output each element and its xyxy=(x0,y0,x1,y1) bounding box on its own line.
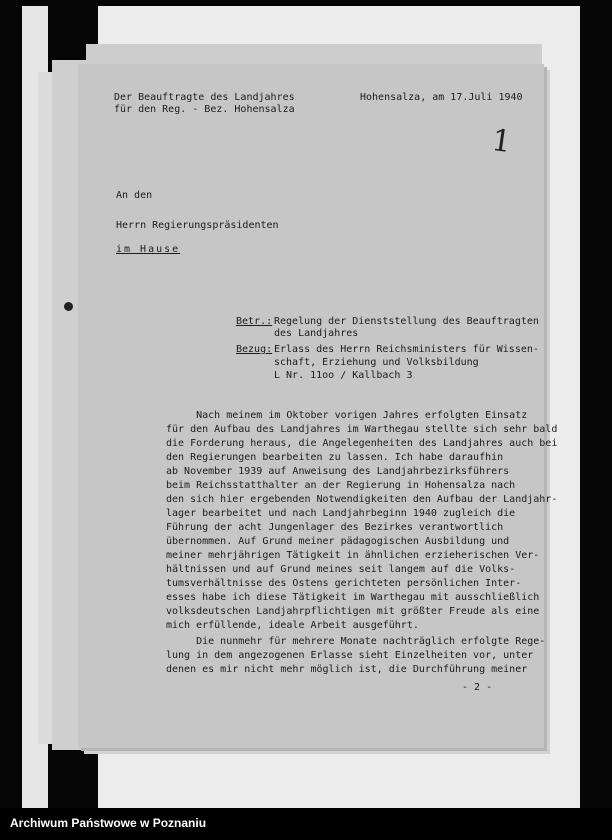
sender-line-2: für den Reg. - Bez. Hohensalza xyxy=(114,104,295,115)
address-recipient: Herrn Regierungspräsidenten xyxy=(116,220,279,231)
subject-line-1: Regelung der Dienststellung des Beauftragten xyxy=(274,316,539,327)
archive-caption: Archiwum Państwowe w Poznaniu xyxy=(0,808,612,840)
body-line: Die nunmehr für mehrere Monate nachträglich erfolgte Rege- xyxy=(166,636,546,647)
address-to: An den xyxy=(116,190,153,201)
document-page xyxy=(78,64,558,748)
punch-hole xyxy=(64,302,73,311)
handwritten-page-number: 1 xyxy=(489,122,514,161)
address-location: im Hause xyxy=(116,244,181,255)
body-line: esses habe ich diese Tätigkeit im Warthegau mit ausschließlich xyxy=(166,592,540,603)
sender-line-1: Der Beauftragte des Landjahres xyxy=(114,92,295,103)
body-line: beim Reichsstatthalter an der Regierung in Hohensalza nach xyxy=(166,480,516,491)
subject-line-2: des Landjahres xyxy=(274,328,359,339)
body-line: volksdeutschen Landjahrpflichtigen mit größter Freude als eine xyxy=(166,606,540,617)
body-line: den Regierungen bearbeiten zu lassen. Ich habe daraufhin xyxy=(166,452,504,463)
body-line: tumsverhältnisse des Ostens gerichteten persönlichen Inter- xyxy=(166,578,522,589)
page-continuation: - 2 - xyxy=(462,682,493,693)
reference-label: Bezug: xyxy=(236,344,273,355)
body-line: meiner mehrjährigen Tätigkeit in ähnlichen erzieherischen Ver- xyxy=(166,550,540,561)
body-line: lager bearbeitet und nach Landjahrbeginn 1940 zugleich die xyxy=(166,508,516,519)
reference-line-1: Erlass des Herrn Reichsministers für Wissen- xyxy=(274,344,539,355)
body-line: lung in dem angezogenen Erlasse sieht Einzelheiten vor, unter xyxy=(166,650,534,661)
subject-label: Betr.: xyxy=(236,316,273,327)
body-line: Führung der acht Jungenlager des Bezirkes verantwortlich xyxy=(166,522,504,533)
reference-line-3: L Nr. 11oo / Kallbach 3 xyxy=(274,370,413,381)
body-line: den sich hier ergebenden Notwendigkeiten den Aufbau der Landjahr- xyxy=(166,494,558,505)
body-line: ab November 1939 auf Anweisung des Landjahrbezirksführers xyxy=(166,466,510,477)
body-line: die Forderung heraus, die Angelegenheiten des Landjahres auch bei xyxy=(166,438,558,449)
body-line: hältnissen und auf Grund meines seit langem auf die Volks- xyxy=(166,564,516,575)
place-date: Hohensalza, am 17.Juli 1940 xyxy=(360,92,523,103)
body-line: für den Aufbau des Landjahres im Warthegau stellte sich sehr bald xyxy=(166,424,558,435)
body-line: denen es mir nicht mehr möglich ist, die Durchführung meiner xyxy=(166,664,528,675)
body-line: übernommen. Auf Grund meiner pädagogischen Ausbildung und xyxy=(166,536,510,547)
body-line: Nach meinem im Oktober vorigen Jahres erfolgten Einsatz xyxy=(166,410,528,421)
reference-line-2: schaft, Erziehung und Volksbildung xyxy=(274,357,479,368)
body-line: mich erfüllende, ideale Arbeit ausgeführt. xyxy=(166,620,419,631)
